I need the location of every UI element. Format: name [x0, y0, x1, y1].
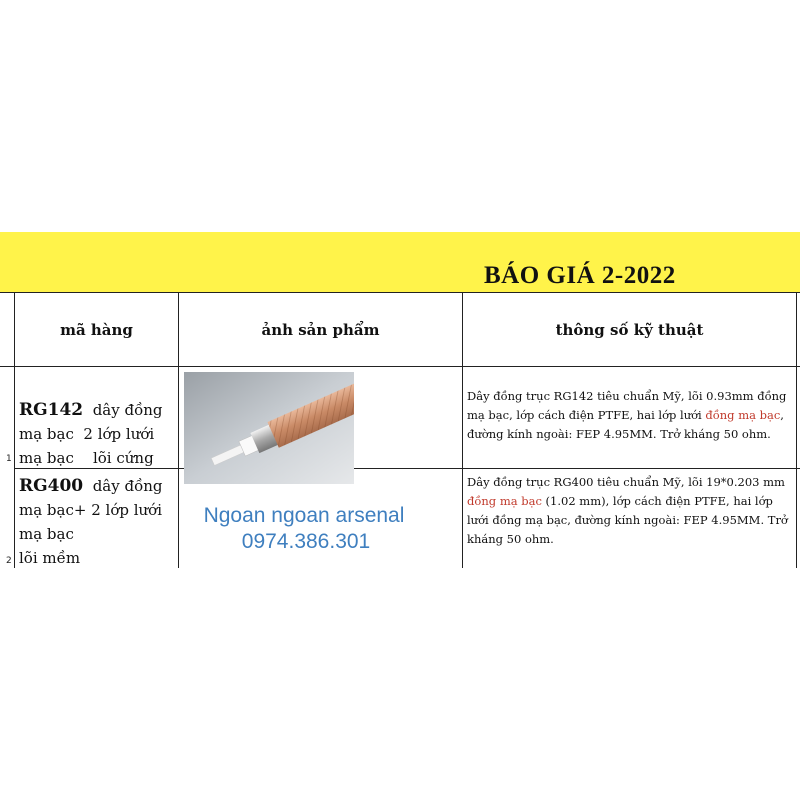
header-code: mã hàng: [60, 321, 133, 339]
watermark-phone: 0974.386.301: [241, 530, 371, 553]
title-banner: [0, 232, 800, 292]
header-spec: thông số kỹ thuật: [555, 321, 704, 339]
product-name-line: [19, 398, 177, 422]
product-desc: dây đồng: [92, 401, 163, 419]
spec-text: , đường kính ngoài: FEP 4.95MM. Trở kháng 50 ohm.: [467, 408, 784, 441]
header-bottom-border: [0, 366, 800, 367]
product-name-line: [19, 474, 177, 498]
spec-highlight: đồng mạ bạc: [705, 408, 781, 422]
spec-text: Dây đồng trục RG400 tiêu chuẩn Mỹ, lõi 19*0.203 mm: [467, 475, 785, 489]
product-photo: [184, 372, 354, 484]
product-desc: dây đồng: [92, 477, 163, 495]
spec-rg142: [467, 387, 792, 444]
product-name-line: mạ bạc 2 lớp lưới: [19, 425, 155, 443]
product-name-rg142: [19, 398, 177, 470]
product-code: RG142: [19, 400, 84, 420]
product-name-line: mạ bạc+ 2 lớp lưới: [19, 501, 163, 519]
table-top-border: [0, 292, 800, 293]
spec-rg400: [467, 473, 792, 549]
product-name-rg400: [19, 474, 177, 570]
product-name-line: mạ bạc: [19, 525, 74, 543]
col-border-right: [796, 292, 797, 568]
row-number: 2: [6, 556, 12, 566]
page-title: BÁO GIÁ 2-2022: [484, 262, 676, 289]
product-name-line: mạ bạc lõi cứng: [19, 449, 154, 467]
header-image: ảnh sản phẩm: [261, 321, 380, 339]
product-code: RG400: [19, 476, 84, 496]
product-name-line: lõi mềm: [19, 549, 81, 567]
spec-highlight: đồng mạ bạc: [467, 494, 542, 508]
row-number: 1: [6, 454, 12, 464]
spec-text: Dây đồng trục RG142 tiêu chuẩn Mỹ, lõi 0.93mm đồng mạ bạc, lớp cách điện PTFE, hai lớp lưới: [467, 389, 787, 422]
spec-text: (1.02 mm), lớp cách điện PTFE, hai lớp lưới đồng mạ bạc, đường kính ngoài: FEP 4.95MM. Trở kháng 50 ohm.: [467, 494, 788, 546]
blank-area: [0, 568, 800, 800]
watermark-name: Ngoan ngoan arsenal: [203, 504, 405, 527]
